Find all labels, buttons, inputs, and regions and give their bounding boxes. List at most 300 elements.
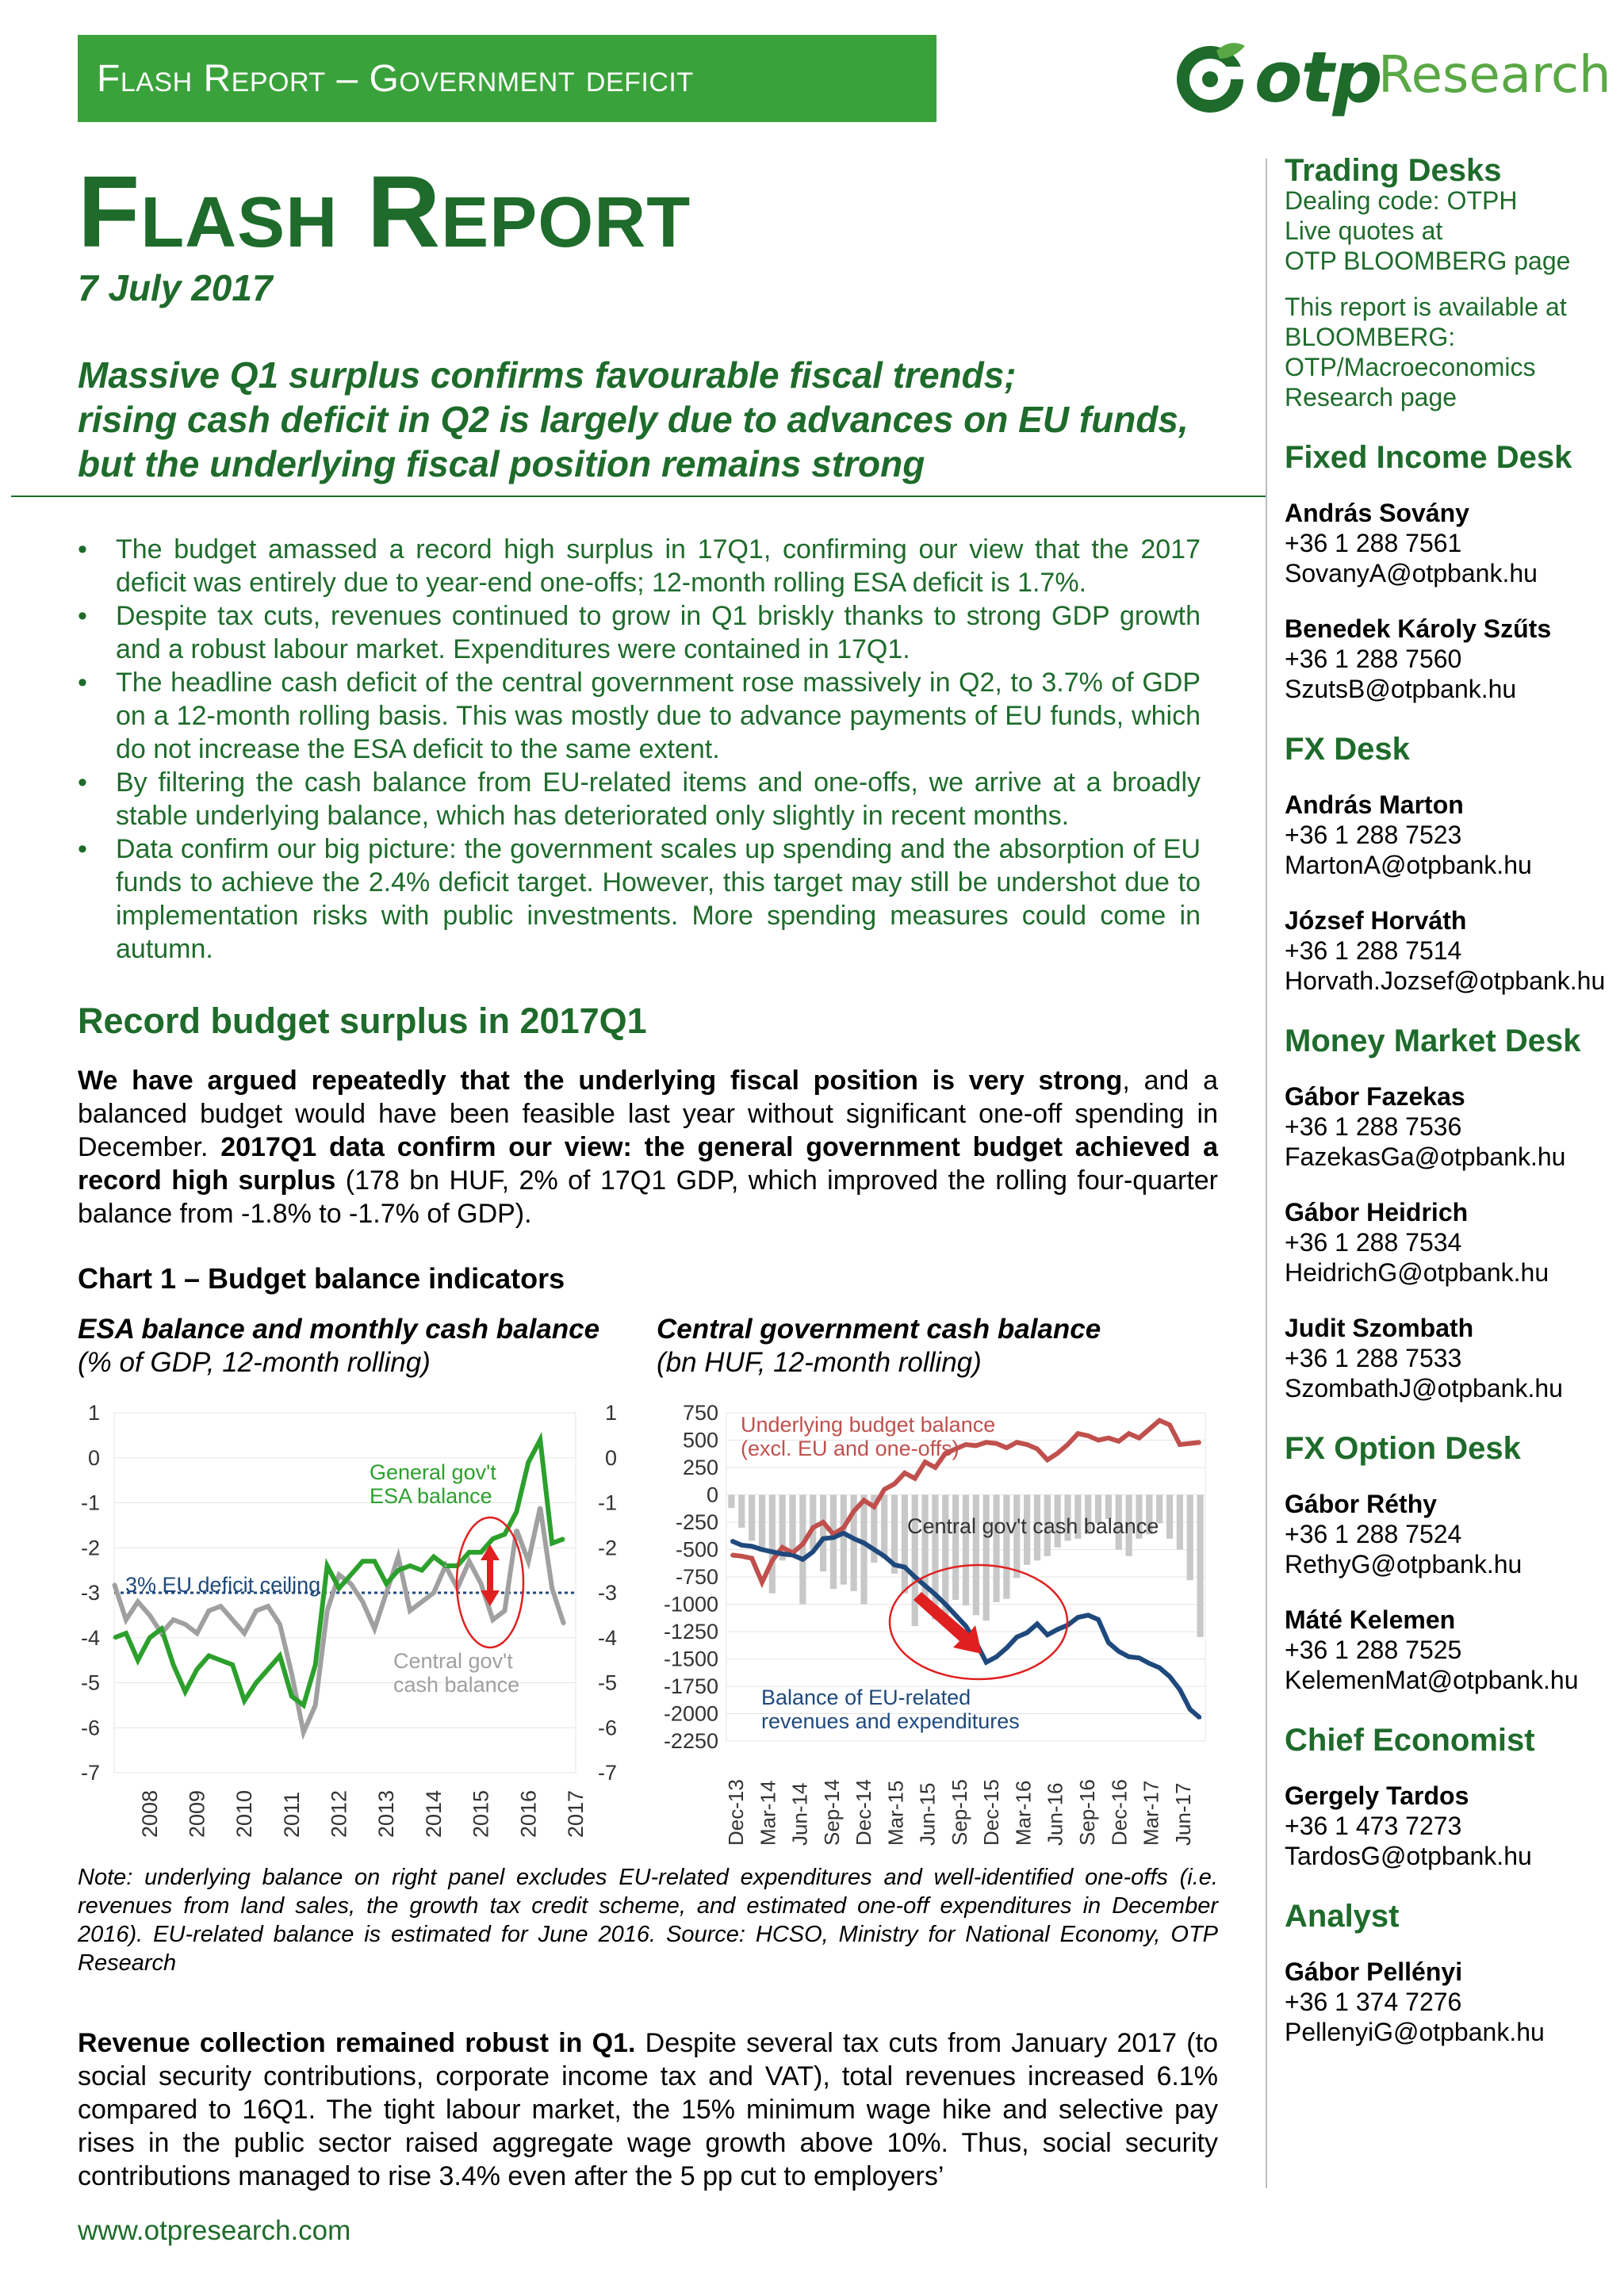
- esa-data-point: [338, 1587, 340, 1590]
- cash-data-point: [220, 1605, 222, 1608]
- y-tick-label: 0: [87, 1445, 100, 1470]
- contact-name: Benedek Károly Szűts: [1285, 614, 1552, 643]
- cash-data-point: [527, 1560, 530, 1563]
- x-tick-label: Sep-15: [947, 1779, 971, 1846]
- esa-data-point: [385, 1582, 388, 1585]
- eu-balance-bar: [1197, 1495, 1203, 1637]
- eu-balance-bar: [1166, 1495, 1173, 1539]
- cash-data-point: [314, 1704, 316, 1706]
- contact-name: Gergely Tardos: [1285, 1781, 1469, 1810]
- headline: [78, 353, 1251, 486]
- trading-desks-heading: Trading Desks: [1285, 153, 1502, 188]
- cash-data-point: [1178, 1689, 1181, 1691]
- esa-data-point: [243, 1700, 246, 1702]
- y-tick-label-right: -3: [597, 1581, 617, 1605]
- footer-url[interactable]: www.otpresearch.com: [78, 2215, 351, 2246]
- x-tick-label: 2008: [137, 1789, 162, 1838]
- esa-data-point: [563, 1537, 565, 1540]
- contact-phone[interactable]: +36 1 288 7560: [1285, 645, 1462, 673]
- summary-bullet: • The budget amassed a record high surplus in 17Q1, confirming our view that the 2017 deficit was entirely due to year-end one-offs; 12-month rolling ESA deficit is 1.7%.: [78, 533, 1201, 599]
- esa-data-point: [113, 1636, 116, 1639]
- summary-bullet: • The headline cash deficit of the central government rose massively in Q2, to 3.7% of GDP on a 12-month rolling basis. This was mostly due to advance payments of EU funds, which do not increase the ESA deficit to the same extent.: [78, 666, 1201, 766]
- availability-line: This report is available at: [1285, 293, 1567, 321]
- contact-email[interactable]: RethyG@otpbank.hu: [1285, 1550, 1522, 1578]
- underlying-data-point: [1046, 1459, 1048, 1461]
- underlying-data-point: [995, 1442, 998, 1445]
- y-tick-label-right: 0: [604, 1445, 617, 1470]
- underlying-data-point: [1026, 1444, 1028, 1446]
- cash-data-point: [267, 1605, 270, 1608]
- availability-line: OTP/Macroeconomics: [1285, 353, 1536, 381]
- cash-data-point: [1005, 1647, 1008, 1649]
- summary-bullet: • Data confirm our big picture: the government scales up spending and the absorption of EU funds to achieve the 2.4% deficit target. However, this target may still be undershot due to implementation risks with public investments. More spending measures could come in autumn.: [78, 832, 1201, 966]
- underlying-data-point: [934, 1467, 936, 1469]
- cash-data-point: [914, 1576, 916, 1578]
- eu-balance-bar: [738, 1495, 745, 1528]
- contact-card: [1285, 1313, 1618, 1403]
- underlying-data-point: [1189, 1442, 1191, 1445]
- esa-label-line2: ESA balance: [370, 1484, 492, 1508]
- y-tick-label: -5: [80, 1670, 100, 1695]
- banner-text: Flash Report – Government deficit: [97, 57, 694, 100]
- eu-balance-bar: [1187, 1495, 1193, 1581]
- eu-balance-bar: [902, 1495, 908, 1594]
- x-tick-label: 2009: [185, 1789, 209, 1838]
- chart-title: Chart 1 – Budget balance indicators: [78, 1262, 565, 1295]
- underlying-data-point: [903, 1471, 906, 1474]
- contact-name: József Horváth: [1285, 906, 1467, 935]
- contact-phone[interactable]: +36 1 288 7525: [1285, 1636, 1462, 1664]
- underlying-data-point: [965, 1444, 967, 1446]
- contact-email[interactable]: SovanyA@otpbank.hu: [1285, 559, 1538, 587]
- desk-heading: Chief Economist: [1285, 1723, 1535, 1758]
- underlying-data-point: [832, 1533, 834, 1536]
- underlying-data-point: [1159, 1419, 1161, 1422]
- summary-bullet: • By filtering the cash balance from EU-related items and one-offs, we arrive at a broadly stable underlying balance, which has deteriorated only slightly in recent months.: [78, 766, 1201, 832]
- left-panel-subtitle: (% of GDP, 12-month rolling): [78, 1347, 431, 1378]
- esa-data-point: [208, 1655, 210, 1657]
- availability-line: Research page: [1285, 383, 1457, 411]
- body-text: (178 bn HUF, 2% of 17Q1 GDP, which improved the rolling four-quarter balance from -1.8% to -1.7% of GDP).: [78, 1165, 1219, 1229]
- esa-data-point: [278, 1655, 281, 1657]
- contact-card: [1285, 614, 1618, 704]
- cash-data-point: [1087, 1614, 1090, 1617]
- section1-paragraph: [78, 1064, 1218, 1230]
- underlying-data-point: [1077, 1433, 1079, 1435]
- cash-data-point: [812, 1551, 814, 1553]
- esa-data-point: [350, 1574, 352, 1576]
- contact-card: [1285, 1957, 1618, 2047]
- logo-research-text: Research: [1378, 46, 1611, 105]
- underlying-data-point: [781, 1546, 783, 1548]
- eu-balance-bar: [841, 1495, 847, 1585]
- esa-data-point: [515, 1510, 518, 1513]
- x-tick-label: Jun-17: [1170, 1782, 1195, 1846]
- contact-card: [1285, 1489, 1618, 1579]
- underlying-data-point: [1199, 1441, 1201, 1444]
- cash-data-point: [326, 1609, 328, 1612]
- contact-phone[interactable]: +36 1 374 7276: [1285, 1988, 1462, 2016]
- y-tick-label: 750: [682, 1401, 718, 1425]
- cash-data-point: [1097, 1618, 1100, 1621]
- cash-data-point: [822, 1537, 825, 1540]
- cash-data-point: [113, 1582, 116, 1585]
- y-tick-label: -2000: [663, 1701, 718, 1726]
- underlying-data-point: [1016, 1441, 1018, 1444]
- y-tick-label: -7: [80, 1761, 100, 1785]
- left-chart: [63, 1392, 639, 1864]
- section2-paragraph: [78, 2026, 1218, 2193]
- contact-email[interactable]: PellenyiG@otpbank.hu: [1285, 2018, 1545, 2046]
- esa-label-line1: General gov't: [370, 1460, 496, 1484]
- cash-data-point: [172, 1619, 174, 1621]
- x-tick-label: Dec-14: [852, 1779, 876, 1846]
- underlying-data-point: [1138, 1437, 1140, 1439]
- body-text: Despite several tax cuts from January 2017 (to social security contributions, corporate income tax and VAT), total revenues increased 6.1% compared to 16Q1. The tight labour market, the 15% minimum wage hike and selective pay rises in the public sector raised aggregate wage growth above 10%. Thus, social security contributions managed to rise 3.4% even after the 5 pp cut to employers’: [78, 2028, 1218, 2191]
- underlying-data-point: [1087, 1434, 1090, 1437]
- desk-heading: Analyst: [1285, 1899, 1400, 1934]
- x-tick-label: 2010: [232, 1789, 257, 1838]
- cash-data-point: [832, 1536, 834, 1539]
- y-tick-label: -1: [80, 1490, 100, 1515]
- underlying-data-point: [812, 1526, 814, 1529]
- underlying-label-line1: Underlying budget balance: [741, 1413, 996, 1437]
- esa-data-point: [136, 1659, 139, 1662]
- underlying-data-point: [791, 1552, 794, 1554]
- cash-data-point: [492, 1619, 494, 1621]
- sidebar-divider: [1266, 159, 1267, 2188]
- x-tick-label: 2015: [469, 1789, 493, 1838]
- eu-balance-bar: [1003, 1495, 1009, 1599]
- eu-label-line2: revenues and expenditures: [761, 1709, 1020, 1733]
- otp-logo-mark-icon: [1175, 35, 1251, 117]
- headline-line: Massive Q1 surplus confirms favourable fiscal trends;: [78, 354, 1017, 396]
- y-tick-label: -250: [675, 1510, 718, 1534]
- contact-email[interactable]: KelemenMat@otpbank.hu: [1285, 1666, 1579, 1694]
- eu-balance-bar: [799, 1495, 806, 1605]
- esa-data-point: [432, 1556, 435, 1558]
- underlying-data-point: [1056, 1452, 1059, 1455]
- contact-card: [1285, 905, 1618, 996]
- cash-data-point: [373, 1628, 376, 1630]
- contact-name: Gábor Pellényi: [1285, 1957, 1463, 1986]
- eu-balance-bar: [810, 1495, 816, 1550]
- logo-otp-text: otp: [1254, 36, 1381, 118]
- x-tick-label: Dec-13: [724, 1779, 749, 1846]
- y-tick-label-right: -6: [597, 1716, 617, 1740]
- cash-data-point: [1107, 1641, 1109, 1644]
- esa-data-point: [184, 1690, 186, 1693]
- cash-data-point: [208, 1609, 210, 1612]
- cash-data-point: [1046, 1634, 1048, 1636]
- cash-data-point: [480, 1582, 482, 1585]
- contact-card: [1285, 498, 1618, 588]
- underlying-data-point: [1128, 1433, 1130, 1435]
- x-tick-label: 2012: [327, 1789, 351, 1838]
- cash-data-point: [243, 1632, 246, 1635]
- cash-data-point: [1148, 1663, 1151, 1665]
- contact-email[interactable]: MartonA@otpbank.hu: [1285, 851, 1532, 879]
- underlying-data-point: [771, 1559, 773, 1562]
- cash-data-point: [1117, 1650, 1120, 1652]
- bold-text: Revenue collection remained robust in Q1.: [78, 2028, 636, 2058]
- bold-text: 2017Q1 data confirm our view: the general government budget achieved a record high surplus: [78, 1132, 1218, 1196]
- underlying-data-point: [985, 1441, 987, 1444]
- contact-phone[interactable]: +36 1 288 7561: [1285, 529, 1462, 557]
- y-tick-label: -4: [80, 1625, 100, 1650]
- esa-data-point: [504, 1533, 506, 1536]
- cash-data-point: [539, 1506, 542, 1509]
- contact-email[interactable]: SzutsB@otpbank.hu: [1285, 675, 1517, 703]
- contact-card: [1285, 1197, 1618, 1288]
- bold-text: We have argued repeatedly that the underlying fiscal position is very strong: [78, 1066, 1123, 1096]
- contact-email[interactable]: Horvath.Jozsef@otpbank.hu: [1285, 966, 1606, 995]
- y-tick-label: -500: [675, 1537, 718, 1562]
- esa-data-point: [480, 1551, 482, 1553]
- eu-balance-bar: [749, 1495, 755, 1541]
- y-tick-label-right: -2: [597, 1536, 617, 1560]
- headline-line: but the underlying fiscal position remains strong: [78, 443, 925, 484]
- underlying-data-point: [914, 1477, 916, 1479]
- x-tick-label: Mar-15: [883, 1780, 908, 1846]
- y-tick-label: 1: [87, 1401, 100, 1425]
- eu-balance-bar: [881, 1495, 887, 1559]
- section-heading: Record budget surplus in 2017Q1: [78, 1001, 647, 1041]
- contact-email[interactable]: TardosG@otpbank.hu: [1285, 1842, 1532, 1870]
- cash-data-point: [160, 1632, 163, 1635]
- y-tick-label: 0: [706, 1483, 718, 1507]
- right-panel-subtitle: (bn HUF, 12-month rolling): [657, 1347, 982, 1378]
- underlying-data-point: [730, 1554, 733, 1556]
- x-tick-label: 2013: [374, 1789, 399, 1838]
- cash-data-point: [397, 1556, 400, 1558]
- underlying-data-point: [1005, 1447, 1008, 1449]
- esa-data-point: [267, 1668, 270, 1670]
- x-tick-label: 2014: [421, 1789, 446, 1838]
- y-tick-label: -3: [80, 1581, 100, 1605]
- contact-phone[interactable]: +36 1 288 7534: [1285, 1228, 1462, 1257]
- cash-data-point: [278, 1623, 281, 1625]
- eu-balance-bar: [860, 1495, 867, 1605]
- esa-data-point: [172, 1663, 174, 1666]
- contact-email[interactable]: HeidrichG@otpbank.hu: [1285, 1258, 1549, 1287]
- contact-phone[interactable]: +36 1 473 7273: [1285, 1812, 1462, 1840]
- x-tick-label: Mar-16: [1011, 1780, 1036, 1846]
- underlying-data-point: [883, 1488, 886, 1490]
- right-panel-title: [657, 1313, 1101, 1380]
- cash-data-point: [781, 1553, 783, 1556]
- y-tick-label-right: -7: [597, 1761, 617, 1785]
- eu-balance-bar: [789, 1495, 795, 1556]
- y-tick-label-right: -5: [597, 1670, 617, 1695]
- underlying-label-line2: (excl. EU and one-offs): [741, 1437, 959, 1460]
- x-tick-label: Dec-16: [1107, 1779, 1132, 1846]
- x-tick-label: 2016: [516, 1789, 541, 1838]
- cash-data-point: [196, 1632, 198, 1635]
- availability-line: BLOOMBERG:: [1285, 323, 1456, 351]
- esa-data-point: [196, 1668, 198, 1670]
- x-tick-label: Sep-14: [819, 1779, 844, 1846]
- contact-card: [1285, 1605, 1618, 1695]
- trading-line: OTP BLOOMBERG page: [1285, 247, 1571, 275]
- cash-data-point: [409, 1609, 412, 1612]
- y-tick-label: 250: [682, 1456, 718, 1479]
- y-tick-label: -750: [675, 1565, 718, 1589]
- summary-bullets: [78, 533, 1201, 966]
- esa-data-point: [551, 1542, 553, 1544]
- contact-phone[interactable]: +36 1 288 7536: [1285, 1112, 1462, 1141]
- y-tick-label: -1500: [663, 1647, 718, 1671]
- cash-data-point: [1026, 1632, 1028, 1634]
- report-date: 7 July 2017: [78, 267, 273, 308]
- headline-line: rising cash deficit in Q2 is largely due to advances on EU funds,: [78, 399, 1189, 440]
- cash-data-point: [338, 1574, 340, 1576]
- contact-phone[interactable]: +36 1 288 7533: [1285, 1344, 1462, 1372]
- cash-label: Central gov't cash balance: [907, 1514, 1159, 1538]
- esa-data-point: [326, 1564, 328, 1567]
- right-panel-title-text: Central government cash balance: [657, 1314, 1101, 1345]
- underlying-data-point: [873, 1506, 875, 1508]
- y-tick-label: -6: [80, 1716, 100, 1740]
- x-tick-label: Jun-15: [915, 1782, 940, 1846]
- esa-data-point: [255, 1682, 258, 1684]
- underlying-data-point: [1107, 1437, 1109, 1439]
- y-tick-label: -1250: [663, 1620, 718, 1644]
- underlying-data-point: [802, 1543, 804, 1545]
- cash-data-point: [791, 1554, 794, 1556]
- underlying-data-point: [751, 1557, 753, 1559]
- cash-data-point: [965, 1625, 967, 1628]
- y-tick-label-right: 1: [604, 1401, 617, 1425]
- contact-name: Gábor Réthy: [1285, 1490, 1438, 1518]
- cash-data-point: [290, 1673, 293, 1675]
- cash-data-point: [1077, 1617, 1079, 1619]
- underlying-data-point: [1178, 1444, 1181, 1446]
- underlying-data-point: [894, 1483, 896, 1485]
- trading-line: Live quotes at: [1285, 216, 1443, 245]
- eu-label-line1: Balance of EU-related: [761, 1686, 971, 1709]
- underlying-data-point: [852, 1510, 855, 1513]
- body-text: , and a balanced budget would have been feasible last year without significant one-off spending in December.: [78, 1066, 1219, 1162]
- contact-name: András Sovány: [1285, 499, 1469, 527]
- eu-balance-bar: [1177, 1495, 1183, 1550]
- cash-data-point: [551, 1587, 553, 1590]
- y-tick-label: -1000: [663, 1592, 718, 1617]
- x-tick-label: Jun-14: [787, 1782, 812, 1846]
- contacts-sidebar: [1285, 155, 1618, 2047]
- cash-data-point: [148, 1614, 151, 1617]
- cash-data-point: [1189, 1708, 1191, 1710]
- y-tick-label: 500: [682, 1428, 718, 1452]
- y-tick-label: -2: [80, 1536, 100, 1560]
- cash-data-point: [741, 1544, 743, 1546]
- cash-data-point: [563, 1623, 565, 1625]
- underlying-data-point: [975, 1445, 977, 1447]
- x-tick-label: 2011: [279, 1791, 304, 1838]
- cash-data-point: [1016, 1636, 1018, 1638]
- underlying-data-point: [760, 1581, 763, 1583]
- contact-phone[interactable]: +36 1 288 7524: [1285, 1520, 1462, 1548]
- cash-data-point: [302, 1731, 304, 1733]
- underlying-data-point: [741, 1555, 743, 1557]
- esa-balance-chart: [63, 1392, 639, 1860]
- underlying-data-point: [1036, 1448, 1038, 1450]
- cash-data-point: [751, 1545, 753, 1548]
- headline-divider: [11, 496, 1266, 497]
- esa-data-point: [468, 1551, 470, 1553]
- underlying-data-point: [1169, 1424, 1171, 1426]
- contact-phone[interactable]: +36 1 288 7514: [1285, 936, 1462, 965]
- cash-data-point: [995, 1655, 998, 1658]
- contact-phone[interactable]: +36 1 288 7523: [1285, 821, 1462, 849]
- contact-name: Judit Szombath: [1285, 1314, 1474, 1342]
- desk-heading: Fixed Income Desk: [1285, 440, 1572, 475]
- y-tick-label: -1750: [663, 1674, 718, 1698]
- desk-heading: FX Desk: [1285, 732, 1410, 767]
- cash-data-point: [883, 1555, 886, 1557]
- underlying-data-point: [1097, 1439, 1100, 1441]
- x-tick-label: 2017: [564, 1789, 588, 1838]
- underlying-data-point: [1067, 1444, 1069, 1446]
- left-panel-title-text: ESA balance and monthly cash balance: [78, 1314, 600, 1345]
- trading-line: Dealing code: OTPH: [1285, 186, 1518, 215]
- cash-data-point: [1128, 1655, 1130, 1658]
- desk-heading: Money Market Desk: [1285, 1024, 1581, 1058]
- chart-note: Note: underlying balance on right panel excludes EU-related expenditures and well-identified one-offs (i.e. revenues from land sales, the growth tax credit scheme, and estimated one-off expenditures in December 2016). EU-related balance is estimated for June 2016. Source: HCSO, Ministry for National Economy, OTP Research: [78, 1865, 1218, 1976]
- eu-balance-bar: [830, 1495, 837, 1590]
- x-tick-label: Mar-17: [1139, 1780, 1163, 1846]
- contact-email[interactable]: FazekasGa@otpbank.hu: [1285, 1142, 1566, 1171]
- eu-balance-bar: [963, 1495, 969, 1605]
- esa-data-point: [527, 1461, 530, 1464]
- esa-data-point: [302, 1704, 304, 1706]
- contact-name: András Marton: [1285, 790, 1464, 819]
- cash-data-point: [1138, 1657, 1140, 1659]
- cash-data-point: [934, 1594, 936, 1596]
- underlying-data-point: [1148, 1428, 1151, 1430]
- esa-data-point: [373, 1560, 376, 1563]
- contact-name: Máté Kelemen: [1285, 1605, 1456, 1634]
- esa-data-point: [124, 1632, 127, 1635]
- cash-balance-chart: [647, 1392, 1221, 1860]
- cash-data-point: [136, 1601, 139, 1603]
- cash-data-point: [1159, 1667, 1161, 1669]
- cash-data-point: [1036, 1623, 1038, 1625]
- x-tick-label: Sep-16: [1075, 1779, 1100, 1846]
- cash-data-point: [842, 1532, 845, 1534]
- eu-balance-bar: [993, 1495, 999, 1602]
- esa-data-point: [148, 1636, 151, 1639]
- page-title: Flash Report: [78, 155, 691, 269]
- contact-email[interactable]: SzombathJ@otpbank.hu: [1285, 1374, 1563, 1402]
- cash-data-point: [350, 1582, 352, 1585]
- underlying-data-point: [924, 1461, 926, 1464]
- summary-bullet: • Despite tax cuts, revenues continued to grow in Q1 briskly thanks to strong GDP growth and a robust labour market. Expenditures were contained in 17Q1.: [78, 599, 1201, 666]
- cash-data-point: [504, 1609, 506, 1612]
- esa-data-point: [409, 1564, 412, 1567]
- contact-name: Gábor Fazekas: [1285, 1082, 1465, 1111]
- report-type-banner: [78, 35, 936, 122]
- contact-card: [1285, 1081, 1618, 1172]
- esa-data-point: [314, 1663, 316, 1666]
- esa-data-point: [362, 1560, 364, 1563]
- cash-data-point: [124, 1619, 127, 1621]
- cash-data-point: [760, 1548, 763, 1551]
- x-tick-label: Mar-14: [756, 1780, 780, 1846]
- x-tick-label: Jun-16: [1043, 1782, 1067, 1846]
- x-tick-label: Dec-15: [979, 1779, 1004, 1846]
- underlying-data-point: [842, 1526, 845, 1529]
